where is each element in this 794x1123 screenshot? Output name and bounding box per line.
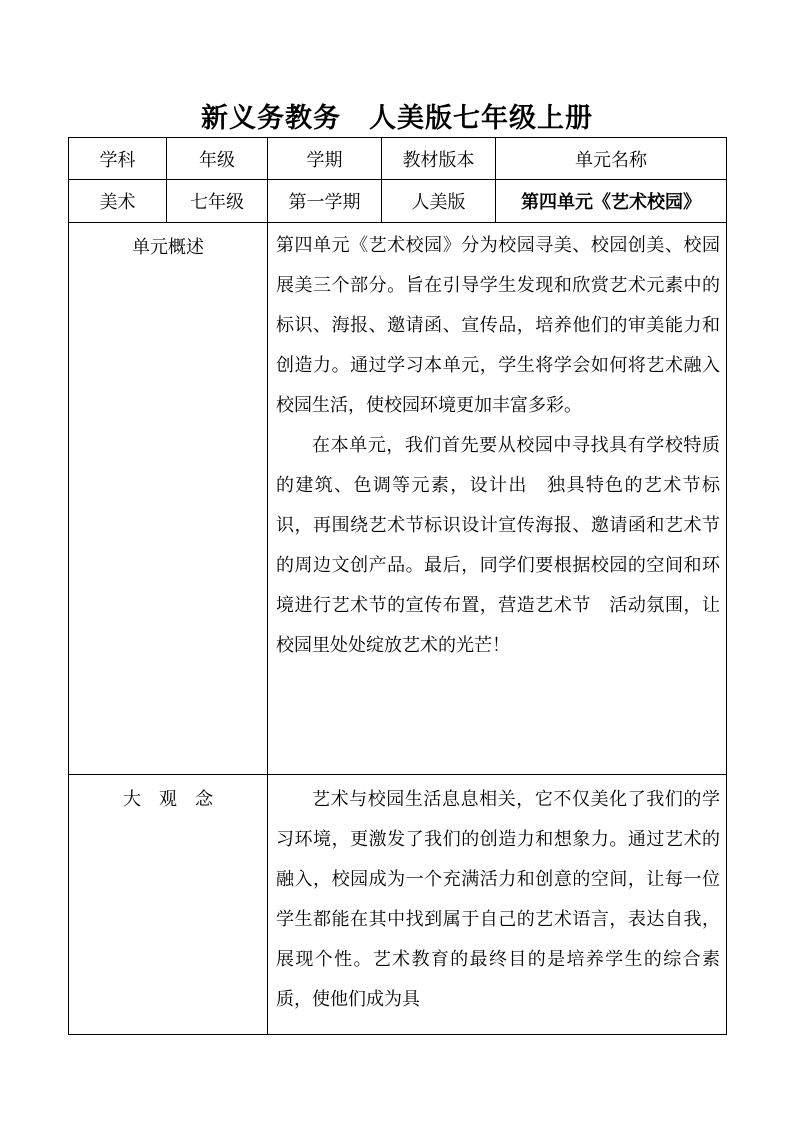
overview-paragraph: 第四单元《艺术校园》分为校园寻美、校园创美、校园展美三个部分。旨在引导学生发现和欣赏艺术元素中的标识、海报、邀请函、宣传品，培养他们的审美能力和创造力。通过学习本单元，学生将学会如何将艺术融入校园生活，使校园环境更加丰富多彩。 — [276, 235, 720, 416]
header-unit-name: 单元名称 — [496, 138, 727, 180]
value-textbook-version: 人美版 — [382, 180, 496, 223]
header-row — [69, 138, 727, 180]
unit-plan-table — [68, 137, 727, 1035]
header-textbook-version: 教材版本 — [382, 138, 496, 180]
value-semester: 第一学期 — [268, 180, 382, 223]
overview-row — [69, 223, 727, 775]
big-concept-row — [69, 775, 727, 1035]
value-subject: 美术 — [69, 180, 167, 223]
big-concept-content — [268, 775, 727, 1035]
page-title: 新义务教务 人美版七年级上册 — [201, 103, 593, 134]
values-row — [69, 180, 727, 223]
big-concept-label: 大 观 念 — [69, 775, 268, 1035]
header-subject: 学科 — [69, 138, 167, 180]
header-grade: 年级 — [167, 138, 268, 180]
big-concept-paragraph: 艺术与校园生活息息相关，它不仅美化了我们的学习环境，更激发了我们的创造力和想象力。通过艺术的融入，校园成为一个充满活力和创意的空间，让每一位学生都能在其中找到属于自己的艺术语言，表达自我，展现个性。艺术教育的最终目的是培养学生的综合素质，使他们成为具 — [276, 789, 720, 1010]
overview-content — [268, 223, 727, 775]
value-grade: 七年级 — [167, 180, 268, 223]
overview-label: 单元概述 — [69, 223, 268, 775]
overview-paragraph: 在本单元，我们首先要从校园中寻找具有学校特质的建筑、色调等元素，设计出 独具特色的艺术节标识，再围绕艺术节标识设计宣传海报、邀请函和艺术节的周边文创产品。最后，同学们要根据校园的空间和环境进行艺术节的宣传布置，营造艺术节 活动氛围，让校园里处处绽放艺术的光芒！ — [276, 435, 720, 656]
value-unit-name: 第四单元《艺术校园》 — [496, 180, 727, 223]
header-semester: 学期 — [268, 138, 382, 180]
